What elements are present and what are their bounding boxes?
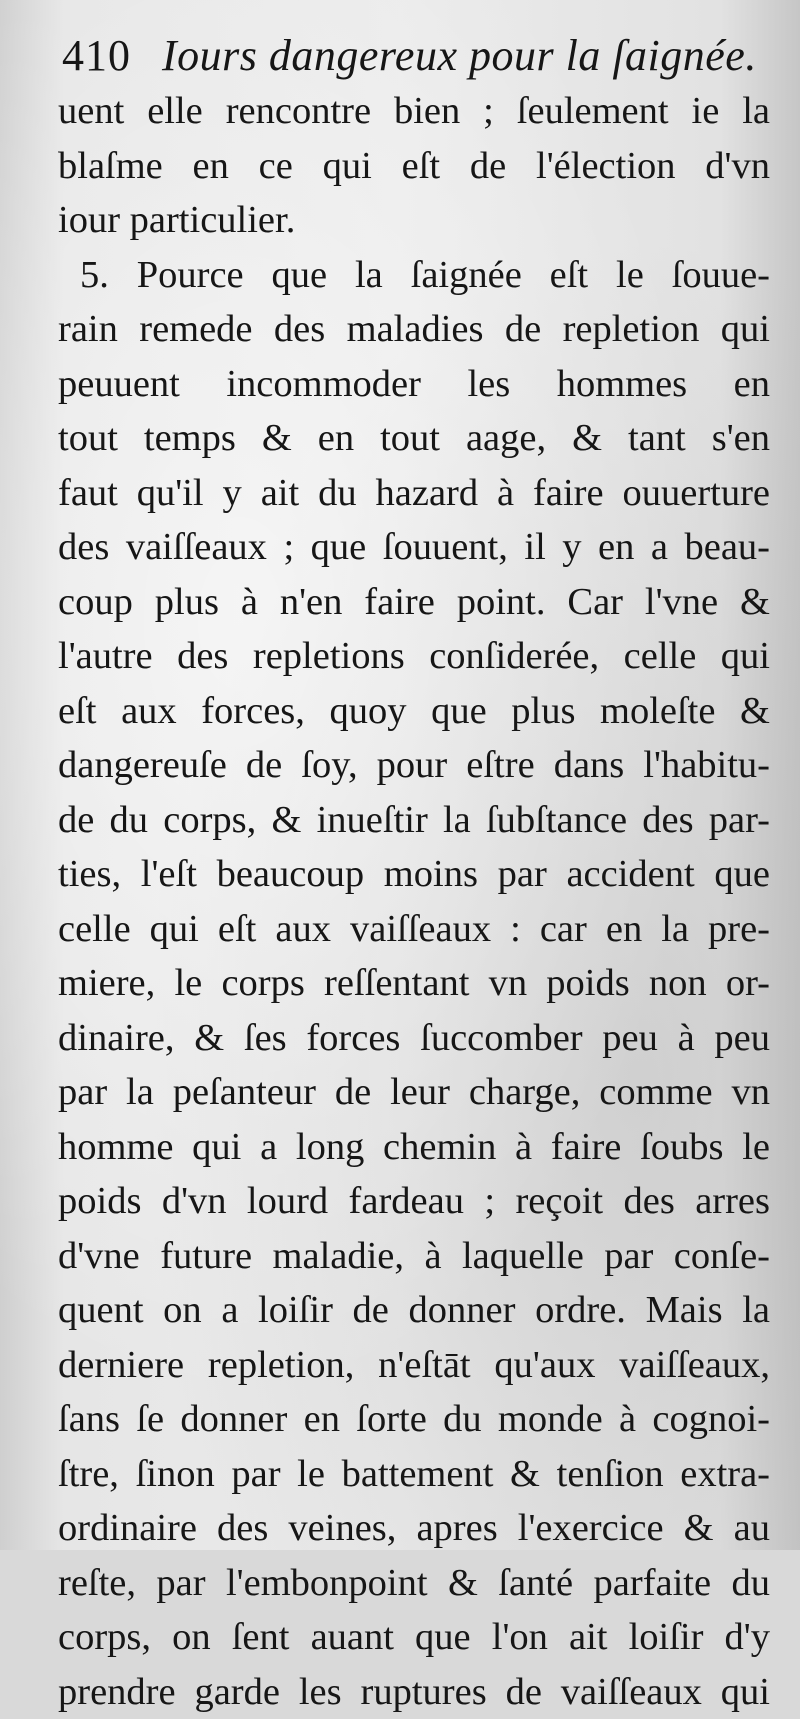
text-line: ſtre, ſinon par le battement & tenſion extra- xyxy=(58,1447,770,1502)
text-line: peuuent incommoder les hommes en xyxy=(58,357,770,412)
text-line: des vaiſſeaux ; que ſouuent, il y en a beau- xyxy=(58,520,770,575)
text-line: de du corps, & inueſtir la ſubſtance des par- xyxy=(58,793,770,848)
running-title: Iours dangereux pour la ſaignée. xyxy=(162,26,757,86)
text-line: corps, on ſent auant que l'on ait loiſir d'y xyxy=(58,1610,770,1665)
text-line: dinaire, & ſes forces ſuccomber peu à peu xyxy=(58,1011,770,1066)
text-line: celle qui eſt aux vaiſſeaux : car en la pre- xyxy=(58,902,770,957)
text-line: ties, l'eſt beaucoup moins par accident que xyxy=(58,847,770,902)
text-line: quent on a loiſir de donner ordre. Mais la xyxy=(58,1283,770,1338)
page-header xyxy=(62,26,782,86)
text-line: dangereuſe de ſoy, pour eſtre dans l'habitu- xyxy=(58,738,770,793)
text-line: ordinaire des veines, apres l'exercice & au xyxy=(58,1501,770,1556)
text-line: poids d'vn lourd fardeau ; reçoit des arres xyxy=(58,1174,770,1229)
page-number: 410 xyxy=(62,26,162,86)
text-line: d'vne future maladie, à laquelle par conſe- xyxy=(58,1229,770,1284)
text-line: par la peſanteur de leur charge, comme vn xyxy=(58,1065,770,1120)
text-line: miere, le corps reſſentant vn poids non or- xyxy=(58,956,770,1011)
text-line: 5. Pource que la ſaignée eſt le ſouue- xyxy=(58,248,770,303)
text-line: ſans ſe donner en ſorte du monde à cognoi- xyxy=(58,1392,770,1447)
text-line: derniere repletion, n'eſtāt qu'aux vaiſſeaux, xyxy=(58,1338,770,1393)
text-line: reſte, par l'embonpoint & ſanté parfaite du xyxy=(58,1556,770,1611)
text-line: l'autre des repletions conſiderée, celle qui xyxy=(58,629,770,684)
text-line: coup plus à n'en faire point. Car l'vne & xyxy=(58,575,770,630)
body-text xyxy=(58,84,770,1719)
text-line: eſt aux forces, quoy que plus moleſte & xyxy=(58,684,770,739)
text-line: prendre garde les ruptures de vaiſſeaux qui xyxy=(58,1665,770,1719)
text-line: faut qu'il y ait du hazard à faire ouuerture xyxy=(58,466,770,521)
text-line: iour particulier. xyxy=(58,193,770,248)
text-line: uent elle rencontre bien ; ſeulement ie la xyxy=(58,84,770,139)
text-line: tout temps & en tout aage, & tant s'en xyxy=(58,411,770,466)
text-line: blaſme en ce qui eſt de l'élection d'vn xyxy=(58,139,770,194)
text-line: rain remede des maladies de repletion qui xyxy=(58,302,770,357)
text-line: homme qui a long chemin à faire ſoubs le xyxy=(58,1120,770,1175)
